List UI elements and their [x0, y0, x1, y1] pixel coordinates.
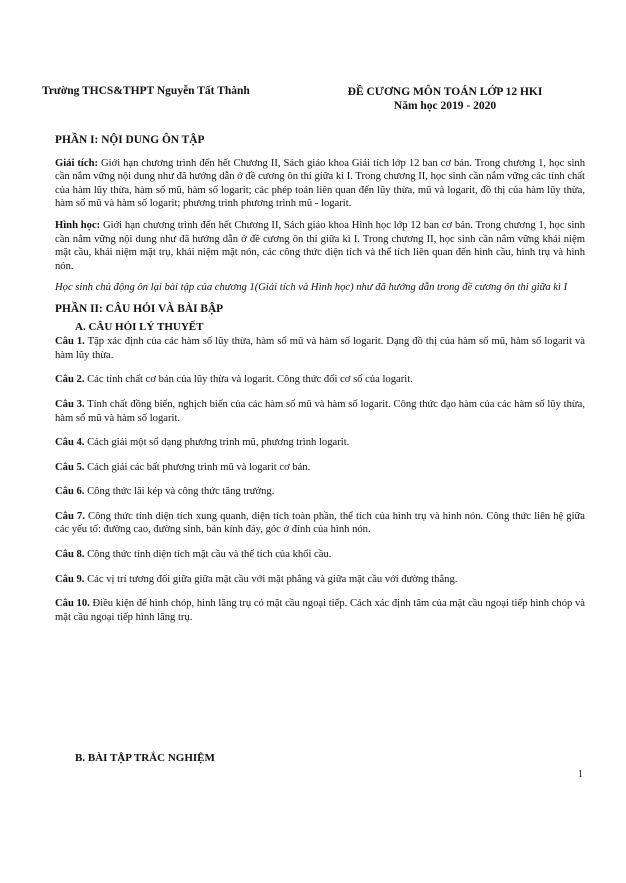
question-text: Điều kiện để hình chóp, hình lăng trụ có mặt cầu ngoại tiếp. Cách xác định tâm của mặt cầu ngoại tiếp hình chóp và mặt cầu ngoại tiếp hình lăng trụ. — [55, 598, 585, 623]
question-text: Cách giải một số dạng phương trình mũ, phương trình logarit. — [84, 437, 350, 449]
question-7 — [55, 510, 585, 537]
question-text: Các vị trí tương đối giữa giữa mặt cầu với mặt phẳng và giữa mặt cầu với đường thẳng. — [84, 573, 458, 585]
question-label: Câu 7. — [55, 510, 85, 522]
question-label: Câu 4. — [55, 437, 85, 449]
question-label: Câu 1. — [55, 336, 85, 348]
question-9 — [55, 573, 585, 587]
part2-heading: PHẦN II: CÂU HỎI VÀ BÀI BẬP — [55, 302, 224, 315]
question-label: Câu 5. — [55, 461, 85, 473]
question-label: Câu 2. — [55, 374, 85, 386]
school-name: Trường THCS&THPT Nguyễn Tất Thành — [42, 85, 250, 97]
question-8 — [55, 548, 585, 562]
part1-heading: PHẦN I: NỘI DUNG ÔN TẬP — [55, 134, 205, 146]
question-2 — [55, 373, 585, 387]
question-label: Câu 3. — [55, 398, 85, 410]
question-label: Câu 10. — [55, 598, 90, 610]
section-b-heading: B. BÀI TẬP TRẮC NGHIỆM — [75, 752, 215, 764]
giaitich-paragraph — [55, 157, 585, 211]
question-text: Công thức lãi kép và công thức tăng trưởng. — [84, 486, 275, 498]
question-text: Công thức tính diện tích mặt cầu và thể tích của khối cầu. — [84, 549, 332, 561]
question-text: Cách giải các bất phương trình mũ và logarit cơ bản. — [84, 461, 311, 473]
question-text: Tập xác định của các hàm số lũy thừa, hàm số mũ và hàm số logarit. Dạng đồ thị của hàm số mũ, hàm số logarit và hàm lũy thừa. — [55, 336, 585, 361]
question-1 — [55, 335, 585, 362]
document-title: ĐỀ CƯƠNG MÔN TOÁN LỚP 12 HKI — [347, 86, 543, 98]
question-label: Câu 9. — [55, 573, 85, 585]
question-5 — [55, 461, 585, 475]
page-number: 1 — [578, 769, 583, 780]
question-6 — [55, 485, 585, 499]
giaitich-text: Giới hạn chương trình đến hết Chương II, Sách giáo khoa Giải tích lớp 12 ban cơ bản. Trong chương 1, học sinh cần nắm vững nội dung như đã hướng dẫn ở đề cương ôn thi giữa kì I. Trong chương II, học sinh cần nắm vững các tính chất của hàm lũy thừa, hàm số mũ, hàm số logarit; các phép toán liên quan đến lũy thừa, mũ và logarit, đồ thị của hàm lũy thừa, hàm số mũ và hàm số logarit; phương trình phương trình mũ - logarit. — [55, 157, 585, 210]
review-note: Học sinh chủ động ôn lại bài tập của chương 1(Giải tích và Hình học) như đã hướng dẫn trong đề cương ôn thi giữa kì I — [55, 282, 568, 294]
hinhhoc-label: Hình học: — [55, 219, 101, 231]
question-text: Các tính chất cơ bản của lũy thừa và logarit. Công thức đổi cơ số của logarit. — [84, 374, 413, 386]
question-text: Công thức tính diện tích xung quanh, diện tích toàn phần, thể tích của hình trụ và hình nón. Công thức liên hệ giữa các yếu tố: đường cao, đường sinh, bán kính đáy, góc ở đỉnh của hình nón. — [55, 510, 585, 536]
question-text: Tính chất đồng biến, nghịch biến của các hàm số mũ và hàm số logarit. Công thức đạo hàm của các hàm số lũy thừa, hàm số mũ và hàm số logarit. — [55, 398, 585, 424]
question-4 — [55, 436, 585, 450]
question-label: Câu 6. — [55, 486, 85, 498]
question-label: Câu 8. — [55, 549, 85, 561]
section-a-heading: A. CÂU HỎI LÝ THUYẾT — [75, 320, 204, 333]
document-body — [55, 134, 585, 635]
question-10 — [55, 597, 585, 624]
question-3 — [55, 398, 585, 425]
school-year: Năm học 2019 - 2020 — [393, 100, 497, 112]
document-title-block — [330, 85, 560, 113]
hinhhoc-paragraph — [55, 219, 585, 273]
hinhhoc-text: Giới hạn chương trình đến hết Chương II, Sách giáo khoa Hình học lớp 12 ban cơ bản. Trong chương 1, học sinh cần nắm vững nội dung như đã hướng dẫn ở đề cương ôn thi giữa kì I. Trong chương II, học sinh cần nắm vững khái niệm mặt cầu, khái niệm mặt trụ, khái niệm mặt nón, các công thức diện tích và thể tích liên quan đến hình cầu, hình trụ và hình nón. — [55, 219, 585, 272]
giaitich-label: Giải tích: — [55, 157, 99, 169]
